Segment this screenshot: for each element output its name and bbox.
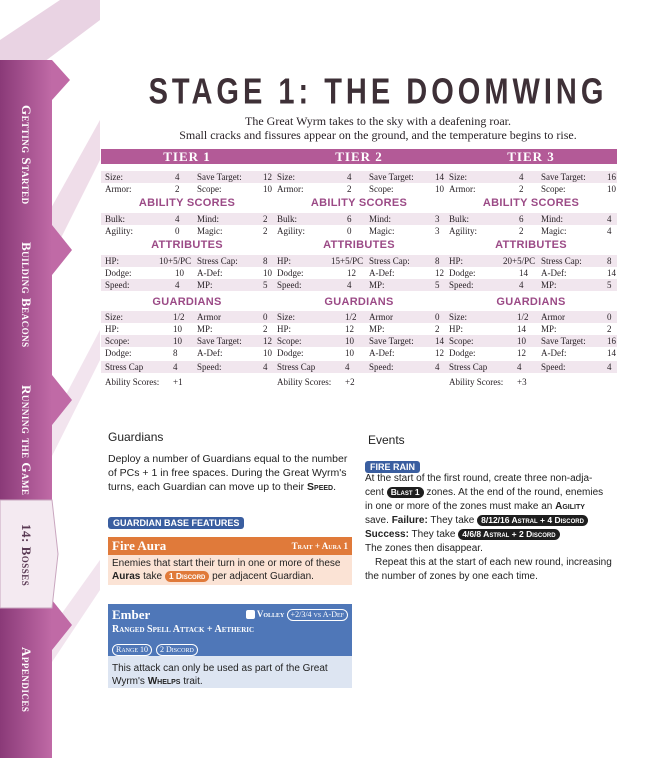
tier-section-title: ATTRIBUTES (495, 239, 567, 251)
tier-table (445, 149, 617, 387)
stat-row (445, 267, 617, 279)
stat-value: 2 (263, 214, 268, 224)
stat-label: Speed: (197, 362, 222, 372)
stat-label: Mind: (541, 214, 564, 224)
stat-label: Size: (105, 312, 123, 322)
stat-row (273, 267, 445, 279)
stat-label: Save Target: (369, 172, 414, 182)
stat-label: Mind: (369, 214, 392, 224)
stat-value: 8 (263, 256, 268, 266)
stat-value: 16 (607, 172, 616, 182)
stat-label: Size: (277, 172, 295, 182)
event-line: Repeat this at the start of each new round, increasing (375, 557, 612, 568)
stat-row (273, 311, 445, 323)
stat-row (445, 347, 617, 359)
stat-label: MP: (369, 324, 385, 334)
event-line (365, 500, 613, 514)
agility-keyword: Agility (555, 501, 585, 512)
stat-value: 0 (435, 312, 440, 322)
fire-aura-text: Enemies that start their turn in one or more of these (112, 558, 341, 569)
stat-label: Ability Scores: (105, 377, 160, 387)
stat-value: 10 (175, 268, 184, 278)
stat-value: 6 (347, 214, 352, 224)
stat-value: 0 (347, 226, 352, 236)
stat-value: 4 (175, 280, 180, 290)
stat-row (101, 323, 273, 335)
tier-header: TIER 3 (445, 149, 617, 164)
sidebar-tab-label: Running the Game (19, 384, 34, 496)
stat-value: 15+5/PC (331, 256, 364, 266)
failure-keyword: Failure: (391, 515, 428, 526)
stat-row (101, 225, 273, 237)
stat-row (273, 255, 445, 267)
stat-label: Armor (541, 312, 565, 322)
stat-value: 4 (347, 280, 352, 290)
ember-subtitle: Ranged Spell Attack + Aetheric (112, 624, 255, 635)
stat-value: 8 (173, 348, 178, 358)
stat-label: Magic: (369, 226, 395, 236)
stat-row (101, 171, 273, 183)
stat-label: Stress Cap (105, 362, 144, 372)
stat-row (445, 171, 617, 183)
stat-value: 2 (519, 226, 524, 236)
stat-label: MP: (541, 324, 557, 334)
stat-value: 4 (517, 362, 522, 372)
stat-label: Dodge: (105, 268, 132, 278)
stat-value: 12 (435, 268, 444, 278)
stat-row (445, 361, 617, 373)
event-line (365, 486, 613, 500)
stat-label: Scope: (105, 336, 130, 346)
stat-label: Magic: (197, 226, 223, 236)
sidebar-tab-building-beacons[interactable] (0, 240, 52, 350)
tier-table (273, 149, 445, 387)
stat-row (101, 183, 273, 195)
stat-row (273, 376, 445, 388)
stat-label: Save Target: (541, 172, 586, 182)
stat-label: Save Target: (369, 336, 414, 346)
guardians-intro (108, 452, 350, 494)
stat-label: MP: (197, 324, 213, 334)
stat-value: 12 (263, 172, 272, 182)
stat-value: 4 (519, 280, 524, 290)
stat-value: 4 (345, 362, 350, 372)
stat-value: 10 (263, 268, 272, 278)
stat-value: 2 (263, 226, 268, 236)
stat-label: Speed: (277, 280, 302, 290)
fire-aura-card (108, 537, 352, 585)
success-keyword: Success: (365, 529, 409, 540)
d6-icon (246, 610, 255, 619)
stat-row (273, 361, 445, 373)
stat-label: Size: (105, 172, 123, 182)
stat-label: Armor (197, 312, 221, 322)
stat-value: +3 (517, 377, 527, 387)
stat-label: A-Def: (541, 268, 567, 278)
discord-pill: 2 Discord (156, 644, 198, 656)
stat-value: 8 (435, 256, 440, 266)
stat-label: Armor: (277, 184, 304, 194)
stat-label: Stress Cap: (541, 256, 582, 266)
ember-header (108, 604, 352, 656)
stat-label: Dodge: (449, 348, 476, 358)
stat-row (273, 225, 445, 237)
stat-value: 1/2 (173, 312, 185, 322)
stat-row (101, 361, 273, 373)
stat-row (273, 213, 445, 225)
stat-value: 2 (175, 184, 180, 194)
badge-label: GUARDIAN BASE FEATURES (108, 517, 244, 529)
stat-row (101, 213, 273, 225)
stat-row (101, 347, 273, 359)
event-text: cent (365, 487, 384, 498)
stat-value: 0 (263, 312, 268, 322)
stat-value: 10 (263, 348, 272, 358)
stat-row (101, 267, 273, 279)
stat-value: 1/2 (345, 312, 357, 322)
stat-label: Dodge: (277, 348, 304, 358)
tier-section-title: ATTRIBUTES (323, 239, 395, 251)
stat-value: 5 (435, 280, 440, 290)
stat-label: Magic: (541, 226, 567, 236)
event-text: They take (430, 515, 475, 526)
stat-value: 10 (173, 324, 182, 334)
tier-table (101, 149, 273, 387)
stat-value: 4 (175, 172, 180, 182)
stat-label: Stress Cap (449, 362, 488, 372)
ember-name: Ember (112, 607, 151, 622)
stat-value: 16 (607, 336, 616, 346)
stat-value: 10 (607, 184, 616, 194)
tier-section-title: ABILITY SCORES (310, 197, 408, 209)
stat-label: Stress Cap (277, 362, 316, 372)
whelps-keyword: Whelps (147, 676, 181, 687)
stat-label: Speed: (105, 280, 130, 290)
stat-label: A-Def: (541, 348, 567, 358)
event-text: save. (365, 515, 389, 526)
stat-label: HP: (449, 324, 464, 334)
fire-rain-text (365, 472, 613, 584)
stat-row (273, 183, 445, 195)
stat-value: 10+5/PC (159, 256, 192, 266)
stat-value: 2 (435, 324, 440, 334)
stat-row (101, 335, 273, 347)
stat-label: Bulk: (277, 214, 298, 224)
stat-row (101, 311, 273, 323)
stat-value: 14 (435, 172, 444, 182)
stat-row (445, 335, 617, 347)
stat-row (445, 225, 617, 237)
stat-row (445, 311, 617, 323)
stat-label: Bulk: (449, 214, 470, 224)
stat-value: 14 (517, 324, 526, 334)
stat-label: Save Target: (197, 336, 242, 346)
stat-value: 14 (607, 268, 616, 278)
tier-section-title: GUARDIANS (152, 296, 222, 308)
guardians-heading: Guardians (108, 430, 164, 444)
stat-label: HP: (105, 256, 120, 266)
intro-end: . (333, 481, 337, 493)
stat-row (445, 279, 617, 291)
stat-value: 10 (345, 336, 354, 346)
stat-label: HP: (277, 256, 292, 266)
stat-row (445, 323, 617, 335)
stat-label: Speed: (369, 362, 394, 372)
ember-body (108, 656, 352, 688)
blast-pill: Blast 1 (387, 487, 424, 498)
stat-value: 4 (347, 172, 352, 182)
tier-section-title: GUARDIANS (324, 296, 394, 308)
stat-label: Armor (369, 312, 393, 322)
page-title: STAGE 1: THE DOOMWING (148, 72, 608, 112)
stat-value: 2 (519, 184, 524, 194)
event-line (365, 514, 613, 528)
stat-label: Speed: (449, 280, 474, 290)
stat-label: Scope: (369, 184, 394, 194)
stat-value: 4 (607, 362, 612, 372)
stat-label: HP: (277, 324, 292, 334)
event-line (365, 528, 613, 542)
stat-row (273, 347, 445, 359)
stat-value: 4 (263, 362, 268, 372)
stat-value: 10 (345, 348, 354, 358)
stat-value: 4 (435, 362, 440, 372)
auras-keyword: Auras (112, 571, 141, 582)
stat-row (101, 255, 273, 267)
event-line: the number of zones by one each time. (365, 571, 538, 582)
ember-text: trait. (183, 676, 203, 687)
stat-value: 1/2 (517, 312, 529, 322)
ember-card (108, 604, 352, 688)
stat-label: Stress Cap: (197, 256, 238, 266)
stat-value: 12 (347, 268, 356, 278)
badge-label: FIRE RAIN (365, 461, 420, 473)
stat-label: MP: (369, 280, 385, 290)
stat-label: A-Def: (197, 268, 223, 278)
subtitle-line: The Great Wyrm takes to the sky with a deafening roar. (245, 114, 511, 128)
stat-label: A-Def: (197, 348, 223, 358)
sidebar-tab-label: Building Beacons (19, 242, 34, 348)
stat-label: Size: (277, 312, 295, 322)
stat-label: Dodge: (277, 268, 304, 278)
sidebar-tab-appendices[interactable] (0, 625, 52, 735)
ember-tags (112, 639, 198, 657)
stat-label: Agility: (105, 226, 134, 236)
stat-label: Scope: (277, 336, 302, 346)
stat-label: Speed: (541, 362, 566, 372)
tier-section-title: ATTRIBUTES (151, 239, 223, 251)
fire-aura-text: take (143, 571, 163, 582)
stat-row (273, 279, 445, 291)
stat-value: 0 (175, 226, 180, 236)
discord-pill: 1 Discord (165, 571, 210, 582)
stat-value: 14 (607, 348, 616, 358)
volley-bonus-pill: +2/3/4 vs A-Def (287, 609, 348, 621)
stat-value: +2 (345, 377, 355, 387)
stat-value: 14 (519, 268, 528, 278)
stat-label: Armor: (105, 184, 132, 194)
stat-row (273, 171, 445, 183)
stat-label: Ability Scores: (449, 377, 504, 387)
stat-value: 4 (607, 226, 612, 236)
fire-aura-header (108, 537, 352, 555)
stat-label: HP: (105, 324, 120, 334)
stat-row (273, 323, 445, 335)
volley-keyword: Volley (256, 609, 285, 619)
sidebar-tab-getting-started[interactable] (0, 100, 52, 210)
stat-label: Mind: (197, 214, 220, 224)
event-text: zones. At the end of the round, enemies (426, 487, 604, 498)
stat-value: 4 (519, 172, 524, 182)
stat-label: Scope: (197, 184, 222, 194)
stat-label: MP: (197, 280, 213, 290)
speed-keyword: Speed (307, 481, 334, 493)
stat-value: 5 (263, 280, 268, 290)
stat-label: Scope: (449, 336, 474, 346)
stat-label: Save Target: (541, 336, 586, 346)
event-text: in one or more of the zones must make an (365, 501, 553, 512)
stat-label: A-Def: (369, 348, 395, 358)
stat-value: 3 (435, 226, 440, 236)
stat-row (101, 279, 273, 291)
stat-label: HP: (449, 256, 464, 266)
stat-value: 8 (607, 256, 612, 266)
failure-damage-pill: 8/12/16 Astral + 4 Discord (477, 515, 588, 526)
stat-value: 6 (519, 214, 524, 224)
stat-label: Agility: (277, 226, 306, 236)
stat-value: 14 (435, 336, 444, 346)
stat-row (101, 376, 273, 388)
tier-header: TIER 1 (101, 149, 273, 164)
sidebar-tab-label: 14: Bosses (19, 523, 34, 587)
stat-value: 2 (347, 184, 352, 194)
stat-value: 10 (435, 184, 444, 194)
stat-row (273, 335, 445, 347)
stat-label: MP: (541, 280, 557, 290)
fire-aura-name: Fire Aura (112, 538, 167, 553)
fire-aura-text: per adjacent Guardian. (212, 571, 314, 582)
stat-value: 10 (517, 336, 526, 346)
stat-value: 4 (607, 214, 612, 224)
stat-value: 10 (173, 336, 182, 346)
stat-value: 0 (607, 312, 612, 322)
stat-label: Size: (449, 172, 467, 182)
stat-label: Armor: (449, 184, 476, 194)
fire-aura-body (108, 555, 352, 585)
event-text: They take (411, 529, 456, 540)
stat-row (445, 255, 617, 267)
stat-value: 12 (517, 348, 526, 358)
stat-value: 20+5/PC (503, 256, 536, 266)
stat-row (445, 213, 617, 225)
stat-label: Scope: (541, 184, 566, 194)
tier-section-title: GUARDIANS (496, 296, 566, 308)
stat-value: 12 (263, 336, 272, 346)
stat-value: +1 (173, 377, 183, 387)
sidebar-tab-bosses[interactable] (0, 505, 52, 605)
stat-value: 10 (263, 184, 272, 194)
stat-label: Stress Cap: (369, 256, 410, 266)
intro-text: Deploy a number of Guardians equal to the number of PCs + 1 in free spaces. During the Great Wyrm's turns, each Guardian can move up to their (108, 453, 348, 493)
stat-label: Dodge: (105, 348, 132, 358)
ember-volley (246, 609, 348, 621)
stat-value: 5 (607, 280, 612, 290)
fire-aura-tag: Trait + Aura 1 (291, 541, 348, 551)
stat-value: 2 (607, 324, 612, 334)
stat-row (445, 183, 617, 195)
stat-value: 3 (435, 214, 440, 224)
guardian-base-features-badge (108, 513, 244, 531)
stat-value: 2 (263, 324, 268, 334)
sidebar-tab-label: Appendices (19, 647, 34, 713)
success-damage-pill: 4/6/8 Astral + 2 Discord (458, 529, 559, 540)
tier-header: TIER 2 (273, 149, 445, 164)
tier-section-title: ABILITY SCORES (138, 197, 236, 209)
page-subtitle (100, 114, 656, 142)
stat-value: 4 (175, 214, 180, 224)
chapter-sidebar (0, 0, 100, 758)
stat-label: Agility: (449, 226, 478, 236)
stat-value: 12 (345, 324, 354, 334)
stat-value: 12 (435, 348, 444, 358)
ember-text: This attack can only be used as part of the Great Wyrm's (112, 663, 328, 687)
range-pill: Range 10 (112, 644, 152, 656)
stat-row (445, 376, 617, 388)
stat-label: Dodge: (449, 268, 476, 278)
sidebar-tab-running-the-game[interactable] (0, 385, 52, 495)
events-heading: Events (368, 433, 405, 447)
stat-label: A-Def: (369, 268, 395, 278)
subtitle-line: Small cracks and fissures appear on the ground, and the temperature begins to rise. (179, 128, 577, 142)
stat-label: Ability Scores: (277, 377, 332, 387)
event-line: At the start of the first round, create three non-adja- (365, 473, 593, 484)
stat-label: Bulk: (105, 214, 126, 224)
sidebar-tab-label: Getting Started (19, 105, 34, 205)
stat-label: Save Target: (197, 172, 242, 182)
stat-value: 4 (173, 362, 178, 372)
tier-section-title: ABILITY SCORES (482, 197, 580, 209)
stat-label: Size: (449, 312, 467, 322)
event-line: The zones then disappear. (365, 543, 483, 554)
